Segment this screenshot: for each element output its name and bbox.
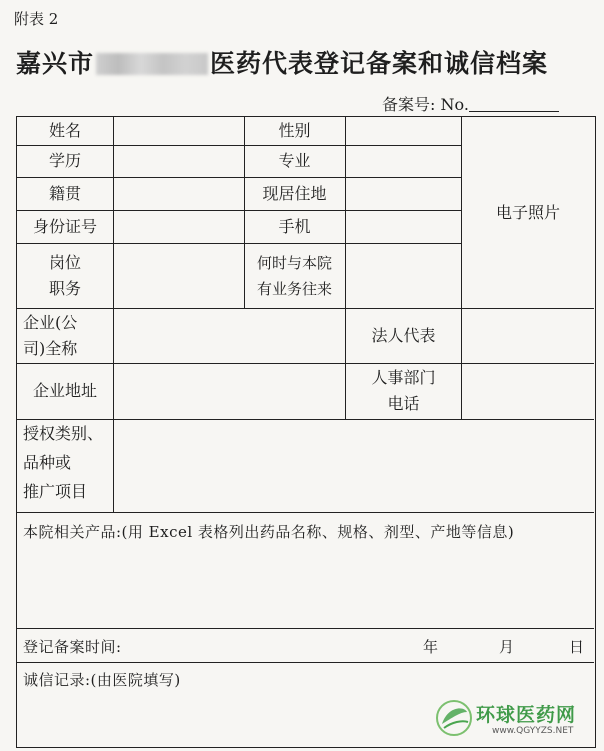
- label-authorization: [17, 419, 113, 512]
- registration-label: 登记备案时间:: [23, 638, 122, 656]
- label-name: 姓名: [48, 121, 81, 140]
- input-business-since[interactable]: [346, 243, 461, 308]
- input-native-place[interactable]: [114, 177, 244, 210]
- input-company[interactable]: [114, 308, 345, 363]
- label-position-line2: 职务: [48, 278, 81, 298]
- registration-day: 日: [569, 638, 585, 656]
- input-hr-phone[interactable]: [462, 363, 594, 419]
- watermark: [432, 696, 602, 746]
- input-gender[interactable]: [346, 117, 461, 145]
- input-major[interactable]: [346, 145, 461, 177]
- label-business-since: [244, 243, 345, 308]
- label-legal-rep: 法人代表: [371, 325, 436, 345]
- label-hr-phone: [346, 363, 461, 419]
- input-education[interactable]: [114, 145, 244, 177]
- label-hr-phone-line2: 电话: [387, 394, 420, 413]
- label-id-number: 身份证号: [32, 216, 97, 236]
- input-residence[interactable]: [346, 177, 461, 210]
- label-major: 专业: [278, 151, 311, 170]
- label-company-line1: 企业(公: [23, 312, 78, 332]
- label-business-since-line1: 何时与本院: [256, 253, 332, 272]
- label-hr-phone-line1: 人事部门: [371, 368, 436, 387]
- record-number-blank[interactable]: [469, 97, 559, 112]
- watermark-url: www.QGYYZS.NET: [492, 726, 574, 736]
- input-company-address[interactable]: [114, 363, 345, 419]
- label-mobile: 手机: [278, 216, 311, 236]
- label-position: [17, 243, 113, 308]
- input-authorization[interactable]: [114, 419, 594, 512]
- record-number-prefix: No.: [440, 95, 469, 114]
- input-position[interactable]: [114, 243, 244, 308]
- row-divider: [17, 628, 594, 629]
- attachment-label: 附表 2: [14, 10, 59, 28]
- label-education: 学历: [48, 151, 81, 170]
- input-name[interactable]: [114, 117, 244, 145]
- label-company-line2: 司)全称: [23, 338, 78, 358]
- label-business-since-line2: 有业务往来: [256, 279, 332, 298]
- row-divider: [17, 512, 594, 513]
- label-gender: 性别: [278, 121, 311, 140]
- page-title: [16, 44, 596, 80]
- label-authorization-line2: 品种或: [23, 453, 72, 472]
- label-authorization-line3: 推广项目: [23, 482, 88, 501]
- title-suffix: 医药代表登记备案和诚信档案: [210, 49, 549, 78]
- registration-year: 年: [423, 638, 439, 656]
- products-note: 本院相关产品:(用 Excel 表格列出药品名称、规格、剂型、产地等信息): [23, 523, 515, 541]
- globe-leaf-icon: [434, 698, 474, 738]
- label-authorization-line1: 授权类别、: [23, 424, 104, 443]
- label-position-line1: 岗位: [48, 252, 81, 272]
- row-divider: [17, 662, 594, 663]
- input-mobile[interactable]: [346, 210, 461, 243]
- label-native-place: 籍贯: [48, 183, 81, 203]
- registration-month: 月: [499, 638, 515, 656]
- form-table: [16, 116, 596, 748]
- label-residence: 现居住地: [262, 183, 327, 203]
- label-company: [17, 308, 113, 363]
- input-id-number[interactable]: [114, 210, 244, 243]
- redacted-block: [96, 53, 208, 75]
- watermark-text: 环球医药网: [476, 704, 577, 726]
- integrity-label: 诚信记录:(由医院填写): [23, 671, 181, 689]
- record-number-label: 备案号:: [382, 95, 436, 114]
- photo-box[interactable]: 电子照片: [495, 202, 560, 222]
- record-number: [382, 92, 559, 115]
- input-legal-rep[interactable]: [462, 308, 594, 363]
- title-prefix: 嘉兴市: [16, 49, 95, 78]
- label-company-address: 企业地址: [32, 381, 97, 400]
